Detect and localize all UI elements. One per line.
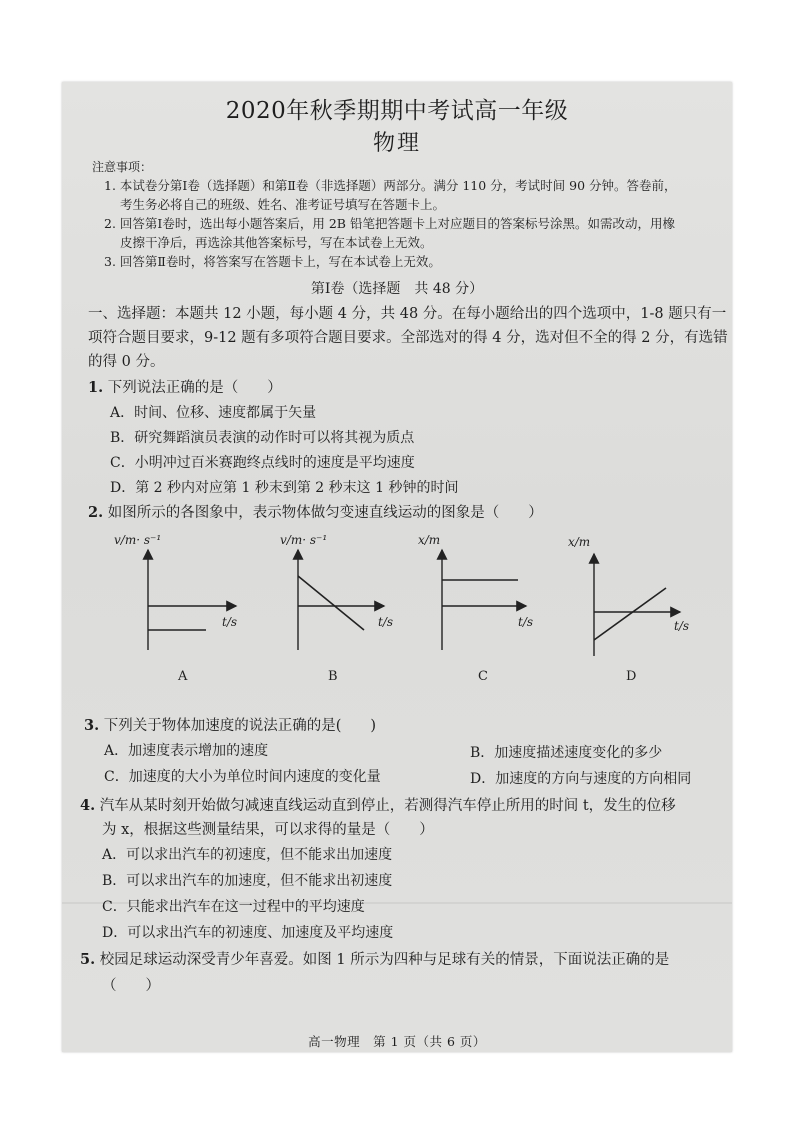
- q1-option-b: B．研究舞蹈演员表演的动作时可以将其视为质点: [110, 430, 415, 446]
- note-1-num: 1.: [104, 178, 116, 193]
- page-footer: 高一物理 第 1 页（共 6 页）: [308, 1034, 486, 1049]
- q3-option-a: A．加速度表示增加的速度: [104, 743, 269, 759]
- question-4: [80, 794, 676, 815]
- question-5-number: 5.: [80, 951, 96, 968]
- graph-b: [260, 532, 400, 687]
- question-4-stem-line2: 为 x，根据这些测量结果，可以求得的量是（ ）: [102, 822, 434, 838]
- note-3-line1: 回答第Ⅱ卷时，将答案写在答题卡上，写在本试卷上无效。: [119, 254, 441, 269]
- question-3-number: 3.: [84, 717, 100, 734]
- graph-b-line: [298, 576, 364, 630]
- graph-c-ylabel: x/m: [418, 533, 441, 547]
- question-1: [88, 376, 282, 397]
- note-3: [104, 252, 441, 271]
- question-3-stem: 下列关于物体加速度的说法正确的是( ): [103, 718, 377, 734]
- graph-b-ylabel: v/m· s⁻¹: [280, 533, 328, 547]
- graph-b-label: B: [328, 669, 338, 684]
- note-2-line2: 皮擦干净后，再选涂其他答案标号，写在本试卷上无效。: [120, 235, 433, 250]
- graph-a: [110, 532, 250, 687]
- q3-option-d: D．加速度的方向与速度的方向相同: [470, 771, 692, 787]
- graph-c: [408, 532, 548, 687]
- q1-option-c: C．小明冲过百米赛跑终点线时的速度是平均速度: [110, 455, 415, 471]
- question-5: [80, 948, 669, 969]
- q4-option-b: B．可以求出汽车的加速度，但不能求出初速度: [102, 873, 393, 889]
- q4-option-d: D．可以求出汽车的初速度、加速度及平均速度: [102, 925, 394, 941]
- q3-option-b: B．加速度描述速度变化的多少: [470, 745, 663, 761]
- question-2-stem: 如图所示的各图象中，表示物体做匀变速直线运动的图象是（ ）: [107, 505, 543, 521]
- note-1-line2: 考生务必将自己的班级、姓名、准考证号填写在答题卡上。: [120, 197, 446, 212]
- graph-d: [554, 532, 704, 687]
- note-2: [104, 214, 675, 233]
- note-2-num: 2.: [104, 216, 116, 231]
- q4-option-a: A．可以求出汽车的初速度，但不能求出加速度: [102, 847, 393, 863]
- question-2-number: 2.: [88, 504, 104, 521]
- question-1-number: 1.: [88, 379, 104, 396]
- q3-option-c: C．加速度的大小为单位时间内速度的变化量: [104, 769, 381, 785]
- note-1: [104, 176, 677, 195]
- exam-subject: 物理: [372, 131, 421, 156]
- exam-page: [62, 82, 732, 1052]
- graph-c-label: C: [478, 669, 488, 684]
- graph-a-xlabel: t/s: [222, 615, 238, 629]
- note-1-line1: 本试卷分第Ⅰ卷（选择题）和第Ⅱ卷（非选择题）两部分。满分 110 分，考试时间 90 分钟。答卷前，: [119, 178, 677, 193]
- graph-d-label: D: [626, 669, 637, 684]
- graph-d-line: [594, 588, 666, 640]
- question-5-stem-line1: 校园足球运动深受青少年喜爱。如图 1 所示为四种与足球有关的情景，下面说法正确的是: [99, 952, 670, 968]
- graph-a-label: A: [178, 669, 188, 684]
- section-1-instructions: 一、选择题：本题共 12 小题，每小题 4 分，共 48 分。在每小题给出的四个选项中，1-8 题只有一项符合题目要求，9-12 题有多项符合题目要求。全部选对的得 4 分，选对但不全的得 2 分，有选错的得 0 分。: [88, 306, 728, 370]
- question-4-number: 4.: [80, 797, 96, 814]
- question-5-stem-line2: （ ）: [102, 978, 160, 994]
- graph-b-xlabel: t/s: [378, 615, 394, 629]
- graph-c-xlabel: t/s: [518, 615, 534, 629]
- question-4-stem-line1: 汽车从某时刻开始做匀减速直线运动直到停止，若测得汽车停止所用的时间 t，发生的位移: [99, 798, 676, 814]
- q4-option-c: C．只能求出汽车在这一过程中的平均速度: [102, 899, 365, 915]
- q1-option-a: A．时间、位移、速度都属于矢量: [110, 405, 317, 421]
- question-1-stem: 下列说法正确的是（ ）: [107, 380, 282, 396]
- section-1-title: 第Ⅰ卷（选择题 共 48 分）: [310, 281, 484, 297]
- note-2-line1: 回答第Ⅰ卷时，选出每小题答案后，用 2B 铅笔把答题卡上对应题目的答案标号涂黑。如需改动，用橡: [119, 216, 675, 231]
- note-3-num: 3.: [104, 254, 116, 269]
- question-2: [88, 501, 543, 522]
- graph-d-xlabel: t/s: [674, 619, 690, 633]
- q1-option-d: D．第 2 秒内对应第 1 秒末到第 2 秒末这 1 秒钟的时间: [110, 480, 459, 496]
- notes-heading: 注意事项：: [92, 160, 153, 174]
- graph-d-ylabel: x/m: [568, 535, 591, 549]
- question-3: [84, 714, 376, 735]
- exam-title: 2020年秋季期期中考试高一年级: [225, 98, 569, 124]
- graph-a-ylabel: v/m· s⁻¹: [114, 533, 162, 547]
